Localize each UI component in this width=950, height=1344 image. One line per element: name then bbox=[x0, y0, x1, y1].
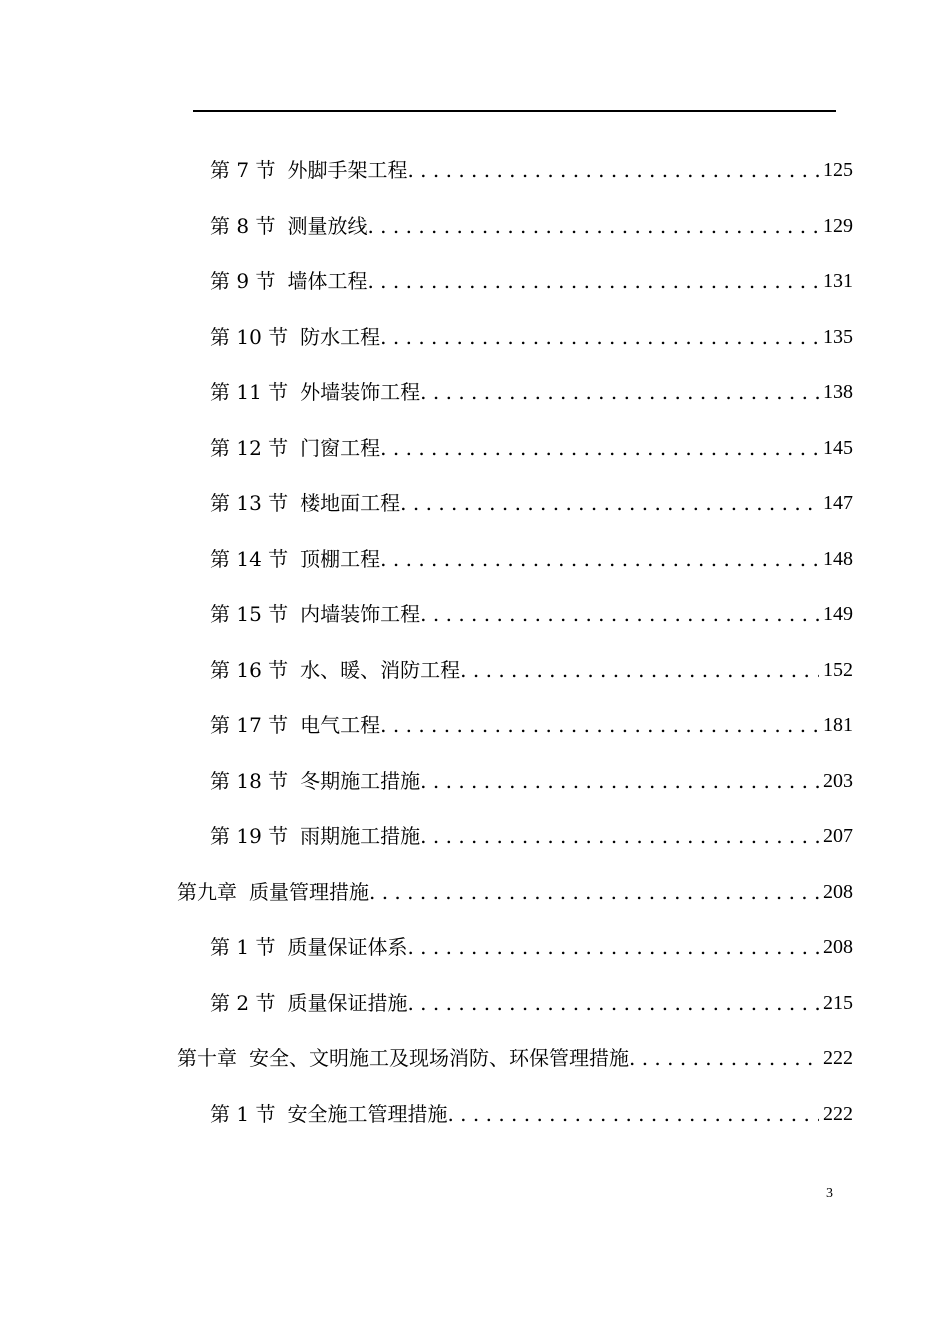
toc-entry-page: 208 bbox=[823, 881, 853, 903]
toc-entry-page: 208 bbox=[823, 936, 853, 958]
toc-entry-chapter[interactable] bbox=[177, 1038, 853, 1078]
toc-entry-title: 楼地面工程 bbox=[300, 491, 401, 515]
toc-dot-leader bbox=[367, 206, 819, 246]
toc-entry[interactable] bbox=[210, 927, 853, 967]
toc-entry[interactable] bbox=[210, 983, 853, 1023]
toc-dot-leader bbox=[369, 872, 819, 912]
toc-entry-number: 第 15 节 bbox=[210, 602, 289, 626]
toc-entry[interactable] bbox=[210, 650, 853, 690]
toc-entry-page: 135 bbox=[823, 326, 853, 348]
toc-entry-page: 129 bbox=[823, 215, 853, 237]
toc-entry-title: 质量保证措施 bbox=[287, 991, 408, 1015]
toc-entry-title: 电气工程 bbox=[300, 713, 381, 737]
toc-dot-leader bbox=[380, 539, 819, 579]
toc-entry[interactable] bbox=[210, 317, 853, 357]
toc-entry[interactable] bbox=[210, 150, 853, 190]
toc-entry-number: 第 2 节 bbox=[210, 991, 276, 1015]
toc-dot-leader bbox=[407, 150, 819, 190]
toc-entry-title: 质量保证体系 bbox=[287, 935, 408, 959]
toc-entry-page: 145 bbox=[823, 437, 853, 459]
toc-entry[interactable] bbox=[210, 483, 853, 523]
toc-entry-title: 外墙装饰工程 bbox=[300, 380, 421, 404]
toc-entry-page: 148 bbox=[823, 548, 853, 570]
toc-dot-leader bbox=[460, 650, 819, 690]
toc-dot-leader bbox=[420, 816, 819, 856]
toc-dot-leader bbox=[407, 983, 819, 1023]
toc-entry-number: 第九章 bbox=[177, 880, 237, 904]
toc-entry-title: 安全、文明施工及现场消防、环保管理措施 bbox=[249, 1046, 629, 1070]
page-number: 3 bbox=[826, 1186, 833, 1201]
toc-entry[interactable] bbox=[210, 261, 853, 301]
toc-entry[interactable] bbox=[210, 1094, 853, 1134]
toc-entry-number: 第 17 节 bbox=[210, 713, 289, 737]
toc-entry-title: 质量管理措施 bbox=[249, 880, 369, 904]
toc-entry[interactable] bbox=[210, 539, 853, 579]
toc-entry-page: 138 bbox=[823, 381, 853, 403]
toc-entry-page: 147 bbox=[823, 492, 853, 514]
toc-entry-title: 墙体工程 bbox=[287, 269, 368, 293]
toc-dot-leader bbox=[407, 927, 819, 967]
toc-entry-number: 第 14 节 bbox=[210, 547, 289, 571]
toc-dot-leader bbox=[629, 1038, 819, 1078]
toc-entry-chapter[interactable] bbox=[177, 872, 853, 912]
toc-entry-number: 第 1 节 bbox=[210, 1102, 276, 1126]
toc-entry-title: 测量放线 bbox=[287, 214, 368, 238]
toc-entry[interactable] bbox=[210, 428, 853, 468]
toc-entry-number: 第 8 节 bbox=[210, 214, 276, 238]
toc-entry-page: 215 bbox=[823, 992, 853, 1014]
toc-entry-title: 冬期施工措施 bbox=[300, 769, 421, 793]
toc-dot-leader bbox=[420, 594, 819, 634]
toc-entry[interactable] bbox=[210, 206, 853, 246]
toc-entry-number: 第 10 节 bbox=[210, 325, 289, 349]
toc-entry-page: 203 bbox=[823, 770, 853, 792]
toc-entry-title: 雨期施工措施 bbox=[300, 824, 421, 848]
toc-entry[interactable] bbox=[210, 594, 853, 634]
toc-entry[interactable] bbox=[210, 372, 853, 412]
toc-entry[interactable] bbox=[210, 705, 853, 745]
toc-dot-leader bbox=[400, 483, 819, 523]
toc-entry-page: 207 bbox=[823, 825, 853, 847]
toc-entry-number: 第 12 节 bbox=[210, 436, 289, 460]
toc-dot-leader bbox=[420, 372, 819, 412]
toc-dot-leader bbox=[420, 761, 819, 801]
toc-entry-page: 125 bbox=[823, 159, 853, 181]
toc-entry-title: 安全施工管理措施 bbox=[287, 1102, 448, 1126]
toc-entry-title: 门窗工程 bbox=[300, 436, 381, 460]
header-rule bbox=[193, 110, 836, 112]
toc-entry-page: 131 bbox=[823, 270, 853, 292]
toc-entry[interactable] bbox=[210, 816, 853, 856]
toc-dot-leader bbox=[367, 261, 819, 301]
toc-entry-number: 第十章 bbox=[177, 1046, 237, 1070]
toc-entry-page: 222 bbox=[823, 1103, 853, 1125]
toc-entry-title: 内墙装饰工程 bbox=[300, 602, 421, 626]
toc-entry-page: 149 bbox=[823, 603, 853, 625]
toc-entry-number: 第 9 节 bbox=[210, 269, 276, 293]
toc-entry-number: 第 13 节 bbox=[210, 491, 289, 515]
toc-entry-title: 水、暖、消防工程 bbox=[300, 658, 461, 682]
toc-entry-title: 顶棚工程 bbox=[300, 547, 381, 571]
toc-entry[interactable] bbox=[210, 761, 853, 801]
toc-dot-leader bbox=[380, 317, 819, 357]
toc-entry-number: 第 18 节 bbox=[210, 769, 289, 793]
toc-entry-page: 181 bbox=[823, 714, 853, 736]
toc-entry-number: 第 19 节 bbox=[210, 824, 289, 848]
toc-entry-number: 第 1 节 bbox=[210, 935, 276, 959]
toc-entry-title: 外脚手架工程 bbox=[287, 158, 408, 182]
toc-dot-leader bbox=[380, 705, 819, 745]
toc-dot-leader bbox=[447, 1094, 819, 1134]
toc-entry-number: 第 11 节 bbox=[210, 380, 289, 404]
toc-entry-page: 152 bbox=[823, 659, 853, 681]
toc-entry-number: 第 7 节 bbox=[210, 158, 276, 182]
toc-entry-title: 防水工程 bbox=[300, 325, 381, 349]
toc-dot-leader bbox=[380, 428, 819, 468]
toc-entry-number: 第 16 节 bbox=[210, 658, 289, 682]
toc-entry-page: 222 bbox=[823, 1047, 853, 1069]
